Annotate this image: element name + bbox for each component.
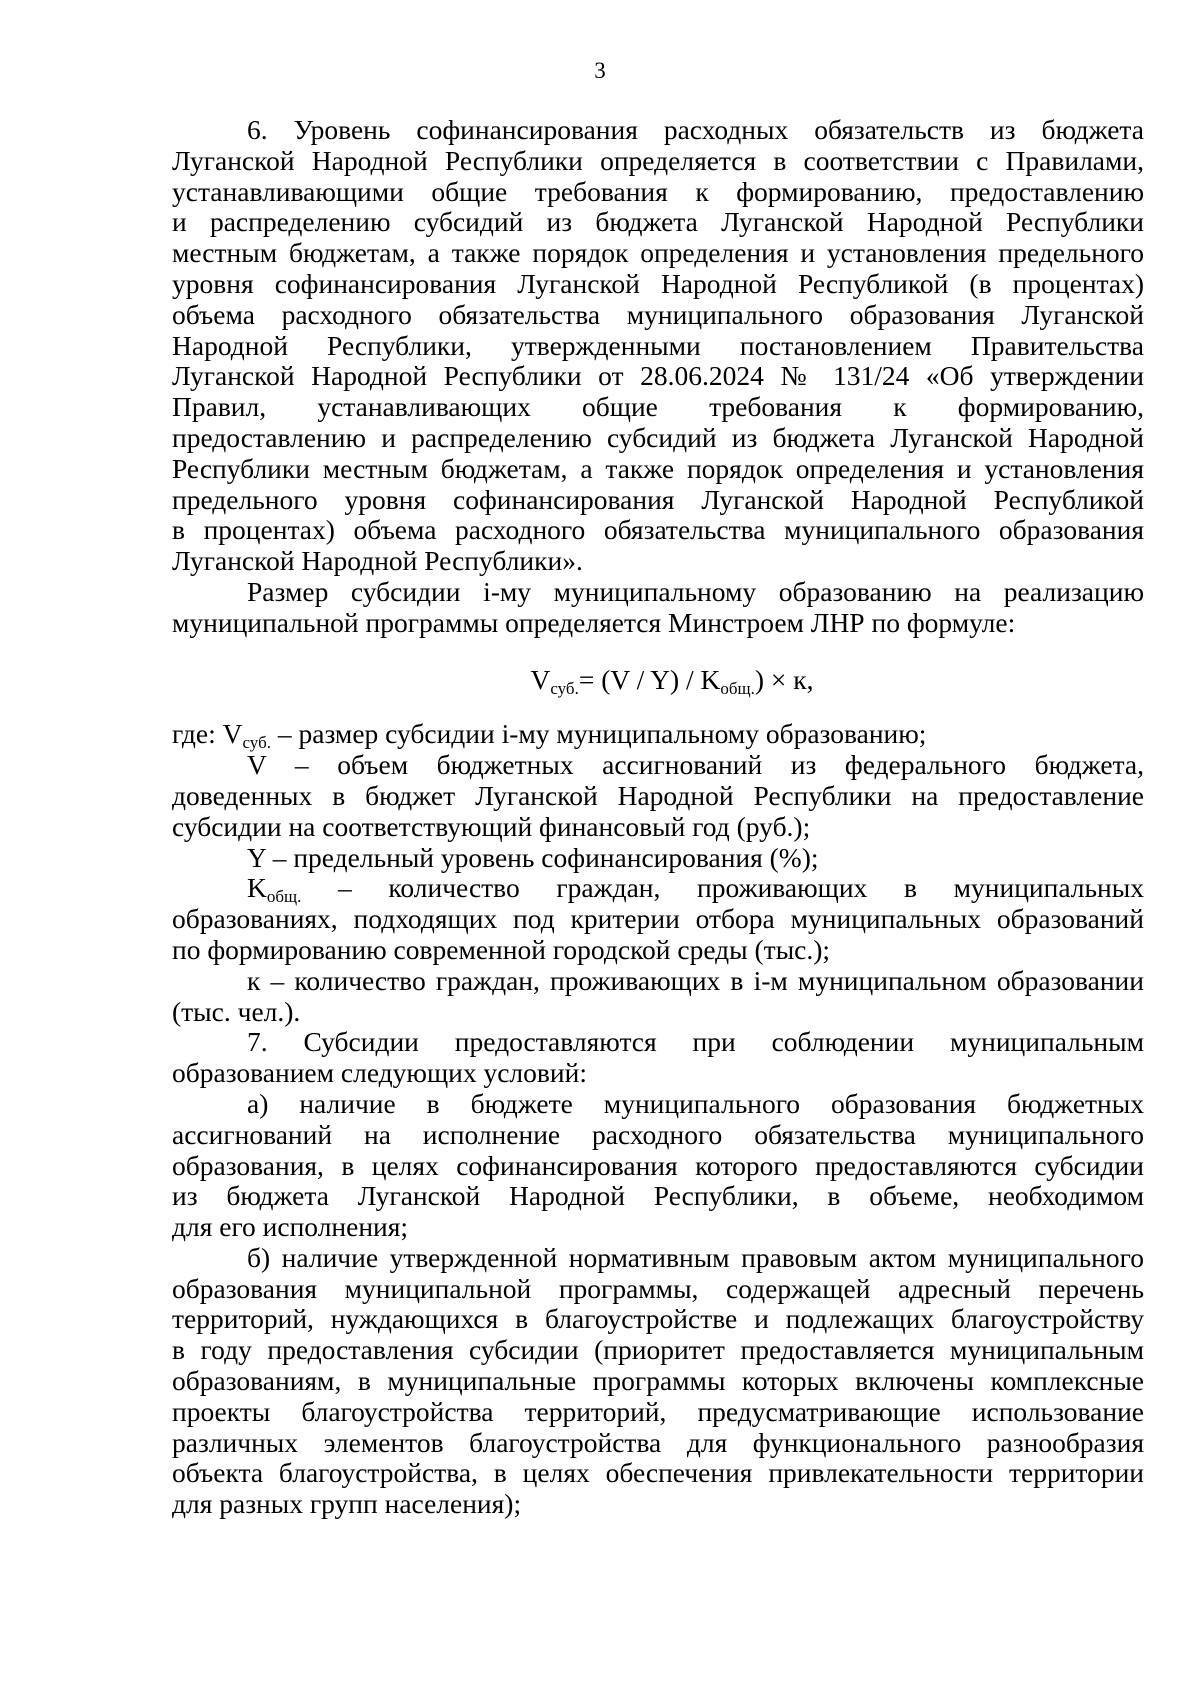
definition-vsub-subscript: суб. [242,733,271,753]
text-line: V – объем бюджетных ассигнований из федерального бюджета, [247,749,1144,781]
text-line: Республики местным бюджетам, а также порядок определения и установления [172,452,1144,484]
text-line: Луганской Народной Республики от 28.06.2024 № 131/24 «Об утверждении [172,360,1144,392]
text-line: в процентах) объема расходного обязательства муниципального образования [172,514,1144,546]
definition-vsub-prefix: где: V [172,718,243,750]
paragraph-condition-b [172,1243,1144,1520]
text-line: доведенных в бюджет Луганской Народной Республики на предоставление [172,779,1144,811]
definition-vsub-text: – размер субсидии i-му муниципальному образованию; [270,718,927,750]
text-line: Луганской Народной Республики определяется в соответствии с Правилами, [172,144,1144,176]
text-line: объема расходного обязательства муниципального образования Луганской [172,298,1144,330]
definition-kobsh-prefix: K [247,872,267,904]
text-line: предоставлению и распределению субсидий из бюджета Луганской Народной [172,421,1144,453]
text-line: по формированию современной городской среды (тыс.); [172,933,831,965]
text-line: образованиям, в муниципальные программы которых включены комплексные [172,1365,1144,1397]
text-line: устанавливающими общие требования к формированию, предоставлению [172,175,1144,207]
text-line: Правил, устанавливающих общие требования к формированию, [172,391,1144,423]
formula-tail: ) × к, [754,663,814,695]
text-line: (тыс. чел.). [172,995,301,1027]
text-line: в году предоставления субсидии (приоритет предоставляется муниципальным [172,1334,1144,1366]
formula-middle: = (V / Y) / K [578,663,721,695]
document-body [172,115,1144,1520]
text-line: образованием следующих условий: [172,1057,587,1089]
paragraph-6 [172,115,1144,577]
definition-kobsh-text: – количество граждан, проживающих в муниципальных [301,872,1144,904]
text-line: ассигнований на исполнение расходного обязательства муниципального [172,1118,1144,1150]
page-number: 3 [594,58,606,83]
text-line: Народной Республики, утвержденными постановлением Правительства [172,329,1144,361]
formula-v-subscript: суб. [550,678,579,698]
text-line: местным бюджетам, а также порядок определения и установления предельного [172,237,1144,269]
formula-definitions [172,719,1144,1027]
text-line: б) наличие утвержденной нормативным правовым актом муниципального [247,1241,1144,1273]
text-line: Размер субсидии i-му муниципальному образованию на реализацию [247,575,1144,607]
text-line: территорий, нуждающихся в благоустройстве и подлежащих благоустройству [172,1303,1144,1335]
text-line: для его исполнения; [172,1211,409,1243]
text-line: проекты благоустройства территорий, предусматривающие использование [172,1395,1144,1427]
paragraph-7 [172,1027,1144,1089]
text-line: а) наличие в бюджете муниципального образования бюджетных [247,1087,1144,1119]
text-line: к – количество граждан, проживающих в i-м муниципальном образовании [247,964,1144,996]
definition-kobsh-subscript: общ. [266,887,302,907]
text-line: и распределению субсидий из бюджета Луганской Народной Республики [172,206,1144,238]
text-line: для разных групп населения); [172,1488,522,1520]
text-line: уровня софинансирования Луганской Народной Республикой (в процентах) [172,267,1144,299]
subsidy-formula [172,665,1144,696]
paragraph-condition-a [172,1089,1144,1243]
text-line: образованиях, подходящих под критерии отбора муниципальных образований [172,903,1144,935]
text-line: муниципальной программы определяется Минстроем ЛНР по формуле: [172,606,1016,638]
text-line: из бюджета Луганской Народной Республики, в объеме, необходимом [172,1180,1144,1212]
paragraph-subsidy-size [172,577,1144,639]
text-line: 6. Уровень софинансирования расходных обязательств из бюджета [247,114,1144,145]
text-line: предельного уровня софинансирования Луганской Народной Республикой [172,483,1144,515]
text-line: субсидии на соответствующий финансовый год (руб.); [172,810,811,842]
text-line: 7. Субсидии предоставляются при соблюдении муниципальным [247,1026,1144,1058]
formula-k-subscript: общ. [720,678,755,698]
text-line: различных элементов благоустройства для функционального разнообразия [172,1426,1144,1458]
text-line: Луганской Народной Республики». [172,545,583,577]
text-line: объекта благоустройства, в целях обеспечения привлекательности территории [172,1457,1144,1489]
text-line: образования, в целях софинансирования которого предоставляются субсидии [172,1149,1144,1181]
definition-y: Y – предельный уровень софинансирования (%); [247,841,819,873]
definition-vsub [172,718,1144,753]
definition-kobsh [172,872,1144,907]
formula-v: V [530,663,551,695]
text-line: образования муниципальной программы, содержащей адресный перечень [172,1272,1144,1304]
